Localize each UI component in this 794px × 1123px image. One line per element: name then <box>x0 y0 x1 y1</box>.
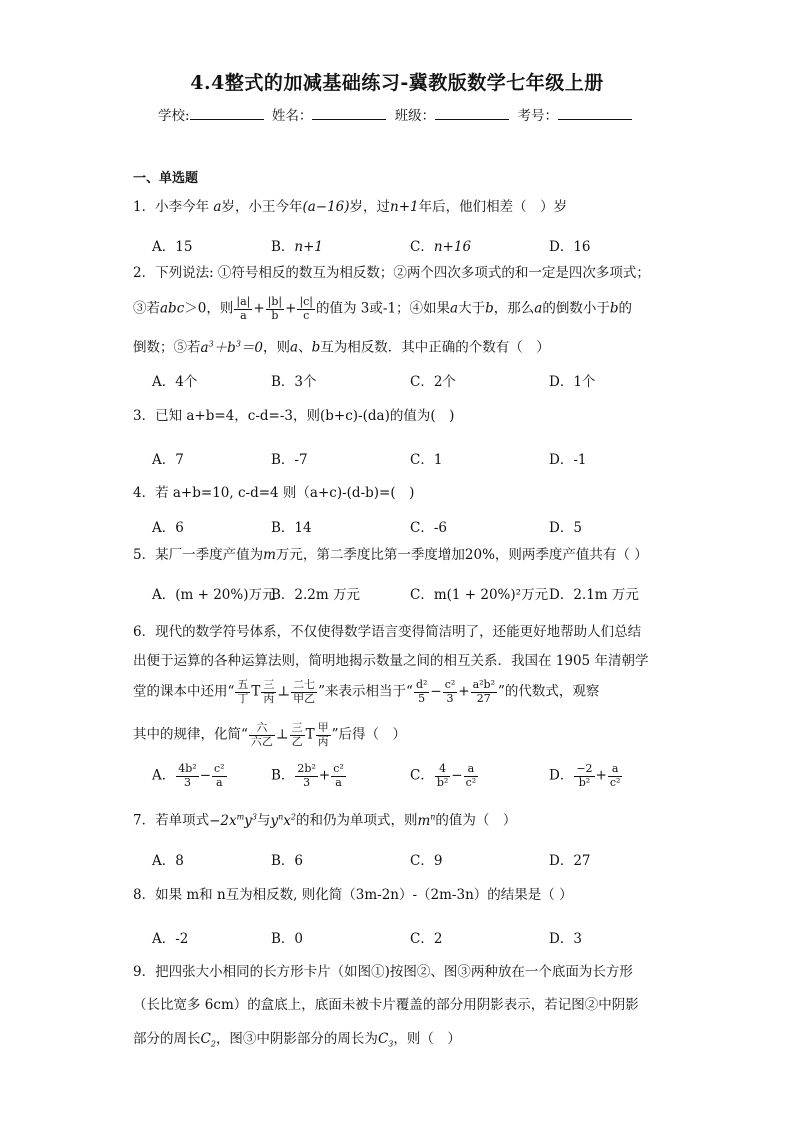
question-2-line-2: ③若abc＞0，则 $\frac{|a|}{a}$ + $\frac{|b|}{b}$ + $\frac{|c|}{c}$ 的值为 3或-1；④如果a大于b，那么a的倒数小于b的 <box>133 295 632 322</box>
q1-expr: (a−16) <box>302 199 350 215</box>
q1-option-c-expr: n+16 <box>433 239 472 255</box>
number-label: 考号： <box>517 108 558 124</box>
q3-option-c[interactable]: C．1 <box>410 452 443 468</box>
q6-op: ⊥ <box>277 683 291 700</box>
question-6-line-2: 出便于运算的各种运算法则，简明地揭示数量之间的相互关系．我国在 1905 年清朝学 <box>133 653 649 669</box>
q2-text: 大于 <box>458 300 486 317</box>
question-2-line-3 <box>133 339 550 356</box>
school-label: 学校: <box>158 108 190 124</box>
q6-frac-jia-bing: $\frac{\text{甲}}{\text{丙}}$ <box>317 721 329 748</box>
q2-option-c[interactable]: C．2个 <box>410 374 456 390</box>
q6-option-b-label: B． <box>271 767 295 784</box>
class-blank[interactable] <box>435 105 509 120</box>
q6-frac-san-bing: $\frac{\text{三}}{\text{丙}}$ <box>263 678 275 705</box>
question-8: 8．如果 m和 n互为相反数, 则化简（3m-2n）-（2m-3n）的结果是（ ） <box>133 887 573 903</box>
q6-frac-san-yi: $\frac{\text{三}}{\text{乙}}$ <box>291 721 303 748</box>
school-blank[interactable] <box>190 105 264 120</box>
q1-text-4: 年后，他们相差（ ）岁 <box>418 199 568 215</box>
q7-option-c[interactable]: C．9 <box>410 853 443 869</box>
q6-frac-wu-ding: $\frac{\text{五}}{\text{丁}}$ <box>237 678 249 705</box>
q2-text: 互为相反数．其中正确的个数有（ ） <box>320 339 550 356</box>
q6-option-d-frac2: $\frac{a}{\text{c²}}$ <box>609 762 621 789</box>
q1-number: 1． <box>133 199 156 215</box>
question-7 <box>133 812 516 829</box>
q2-abc: abc <box>160 300 185 317</box>
question-3: 3．已知 a+b=4，c-d=-3，则(b+c)-(da)的值为( ) <box>133 408 455 424</box>
question-4: 4．若 a+b=10, c-d=4 则（a+c)-(d-b)=( ) <box>133 485 415 501</box>
q6-text: ”后得（ ） <box>331 726 407 743</box>
q2-text: ，那么 <box>493 300 535 317</box>
q5-var-m: m <box>263 547 276 563</box>
q2-text: 的倒数小于 <box>542 300 610 317</box>
question-9-line-1: 9．把四张大小相同的长方形卡片（如图①)按图②、图③两种放在一个底面为长方形 <box>133 964 633 980</box>
q2-text: 倒数；⑤若 <box>133 339 201 356</box>
q8-option-d[interactable]: D．3 <box>549 931 582 947</box>
q4-option-b[interactable]: B．14 <box>271 520 312 536</box>
q4-option-a[interactable]: A．6 <box>152 520 184 536</box>
q6-option-a[interactable]: A． $\frac{\text{4b²}}{3}$ − $\frac{\text{c²}}{a}$ <box>152 762 225 789</box>
q1-option-b-label: B． <box>271 239 295 255</box>
q5-text: 5．某厂一季度产值为 <box>133 547 264 563</box>
q1-option-d[interactable]: D．16 <box>549 239 591 255</box>
q9-c3: $C_3$ <box>377 1031 394 1049</box>
q6-option-a-frac2: $\frac{\text{c²}}{a}$ <box>214 762 225 789</box>
question-1 <box>133 199 567 215</box>
q4-option-d[interactable]: D．5 <box>549 520 582 536</box>
q7-option-d[interactable]: D．27 <box>549 853 591 869</box>
q7-power: $m^n$ <box>417 812 436 829</box>
q1-text-3: 岁，过 <box>349 199 391 215</box>
question-2-line-1: 2．下列说法: ①符号相反的数互为相反数；②两个四次多项式的和一定是四次多项式； <box>133 265 650 281</box>
q9-text: ，图③中阴影部分的周长为 <box>215 1031 378 1047</box>
question-9-line-3 <box>133 1031 461 1049</box>
q1-n1: n+1 <box>390 199 419 215</box>
q6-frac-c2-3: $\frac{\text{c²}}{3}$ <box>444 678 456 705</box>
q3-option-a[interactable]: A．7 <box>152 452 184 468</box>
q2-text: 、 <box>298 339 312 356</box>
question-6-line-1: 6．现代的数学符号体系，不仅使得数学语言变得简洁明了，还能更好地帮助人们总结 <box>133 624 642 640</box>
q6-option-c-frac1: $\frac{4}{\text{b²}}$ <box>436 762 449 789</box>
q3-option-d[interactable]: D．-1 <box>549 452 587 468</box>
question-6-line-3: 堂的课本中还用“ $\frac{\text{五}}{\text{丁}}$ T $\frac{\text{三}}{\text{丙}}$ ⊥ $\frac{\text{二七}}{\text{甲乙}}$ ”来表示相当于“ $\frac{\text{d²}}{5}$ − $\frac{\text{c²}}{3}$ + $\frac{\text{a²b²}}{27}$ ”的代数式，观察 <box>133 678 600 705</box>
q2-text: 的值为 3或-1；④如果 <box>316 300 451 317</box>
q7-monomial-1: $-2x^my^3$ <box>209 812 257 829</box>
q2-text: ③若 <box>133 300 160 317</box>
q1-var-a: a <box>213 199 222 215</box>
q7-monomial-2: $y^nx^2$ <box>270 812 296 829</box>
q5-text: 万元，第二季度比第一季度增加20%，则两季度产值共有（ ） <box>275 547 648 563</box>
q1-option-c-label: C． <box>410 239 434 255</box>
q6-text: 堂的课本中还用“ <box>133 683 235 700</box>
q2-cube-expr: $a^3+b^3=0$ <box>200 339 263 356</box>
question-9-line-2: （长比宽多 6cm）的盒底上，底面未被卡片覆盖的部分用阴影表示，若记图②中阴影 <box>133 997 639 1013</box>
q1-option-b[interactable] <box>271 235 323 255</box>
q6-option-c-label: C． <box>410 767 434 784</box>
q2-fraction-c: $\frac{|c|}{c}$ <box>299 295 314 322</box>
q6-option-b-frac1: $\frac{\text{2b²}}{3}$ <box>297 762 316 789</box>
page-title: 4.4整式的加减基础练习-冀教版数学七年级上册 <box>190 72 604 94</box>
q9-text: ，则（ ） <box>393 1031 461 1047</box>
q2-fraction-b: $\frac{|b|}{b}$ <box>267 295 283 322</box>
q5-option-a[interactable]: A．(m + 20%)万元 <box>152 587 276 603</box>
question-6-line-4: 其中的规律，化简“ $\frac{\text{六}}{\text{六乙}}$ ⊥ $\frac{\text{三}}{\text{乙}}$ T $\frac{\text{甲}}{\text{丙}}$ ”后得（ ） <box>133 721 407 748</box>
name-label: 姓名： <box>271 108 313 124</box>
q8-option-b[interactable]: B．0 <box>271 931 304 947</box>
q6-text: 其中的规律，化简“ <box>133 726 248 743</box>
q4-option-c[interactable]: C．-6 <box>410 520 447 536</box>
q2-var-a3: a <box>290 339 299 356</box>
q6-op: T <box>251 683 261 700</box>
question-5 <box>133 547 648 563</box>
q2-text: ＞0，则 <box>184 300 234 317</box>
q6-option-d-frac1: $\frac{-2}{\text{b²}}$ <box>576 762 593 789</box>
q5-option-c[interactable]: C．m(1 + 20%)²万元 <box>410 587 549 603</box>
q6-text: ”的代数式，观察 <box>498 683 600 700</box>
q7-text: 与 <box>256 812 271 829</box>
q6-option-a-label: A． <box>152 767 176 784</box>
q2-var-a2: a <box>534 300 543 317</box>
q1-text-1: 小李今年 <box>155 199 210 215</box>
student-info-line <box>0 104 794 124</box>
q6-option-d-label: D． <box>549 767 574 784</box>
q6-frac-d2-5: $\frac{\text{d²}}{5}$ <box>415 678 428 705</box>
q6-frac-liu: $\frac{\text{六}}{\text{六乙}}$ <box>250 721 273 748</box>
q1-option-b-expr: n+1 <box>294 239 324 255</box>
q9-text: 部分的周长 <box>133 1031 201 1047</box>
q5-option-b[interactable]: B．2.2m 万元 <box>271 587 360 603</box>
q7-text: 7．若单项式 <box>133 812 210 829</box>
q6-option-b[interactable]: B． $\frac{\text{2b²}}{3}$ + $\frac{\text{c²}}{a}$ <box>271 762 344 789</box>
q1-option-a[interactable]: A．15 <box>152 239 193 255</box>
q8-option-a[interactable]: A．-2 <box>152 931 189 947</box>
q2-var-b3: b <box>311 339 321 356</box>
q6-text: ”来表示相当于“ <box>318 683 413 700</box>
q2-option-d[interactable]: D．1个 <box>549 374 596 390</box>
q7-option-a[interactable]: A．8 <box>152 853 184 869</box>
q1-text-2: 岁，小王今年 <box>221 199 303 215</box>
q1-option-c[interactable] <box>410 235 471 255</box>
q2-fraction-a: $\frac{|a|}{a}$ <box>236 295 251 322</box>
q7-text: 的值为（ ） <box>435 812 517 829</box>
q6-option-b-frac2: $\frac{\text{c²}}{a}$ <box>333 762 344 789</box>
q6-option-c[interactable]: C． $\frac{4}{\text{b²}}$ − $\frac{a}{\text{c²}}$ <box>410 762 477 789</box>
q6-option-c-frac2: $\frac{a}{\text{c²}}$ <box>465 762 477 789</box>
name-blank[interactable] <box>312 105 386 120</box>
q3-option-b[interactable]: B．-7 <box>271 452 308 468</box>
q2-option-b[interactable]: B．3个 <box>271 374 317 390</box>
class-label: 班级： <box>394 108 436 124</box>
q9-c2: $C_2$ <box>200 1031 216 1049</box>
q2-var-b: b <box>485 300 494 317</box>
q2-option-a[interactable]: A．4个 <box>152 374 198 390</box>
q6-frac-erqi-jiayi: $\frac{\text{二七}}{\text{甲乙}}$ <box>293 678 316 705</box>
q6-option-d[interactable]: D． $\frac{-2}{\text{b²}}$ + $\frac{a}{\text{c²}}$ <box>549 762 621 789</box>
number-blank[interactable] <box>558 105 632 120</box>
q8-option-c[interactable]: C．2 <box>410 931 443 947</box>
q2-text: ，则 <box>263 339 290 356</box>
q7-text: 的和仍为单项式，则 <box>295 812 418 829</box>
q6-frac-a2b2-27: $\frac{\text{a²b²}}{27}$ <box>472 678 496 705</box>
section-heading: 一、单选题 <box>133 171 199 186</box>
q2-var-b2: b <box>609 300 619 317</box>
q2-var-a: a <box>450 300 459 317</box>
q5-option-d[interactable]: D．2.1m 万元 <box>549 587 639 603</box>
q7-option-b[interactable]: B．6 <box>271 853 304 869</box>
q6-option-a-frac1: $\frac{\text{4b²}}{3}$ <box>178 762 197 789</box>
q2-text: 的 <box>618 300 632 317</box>
